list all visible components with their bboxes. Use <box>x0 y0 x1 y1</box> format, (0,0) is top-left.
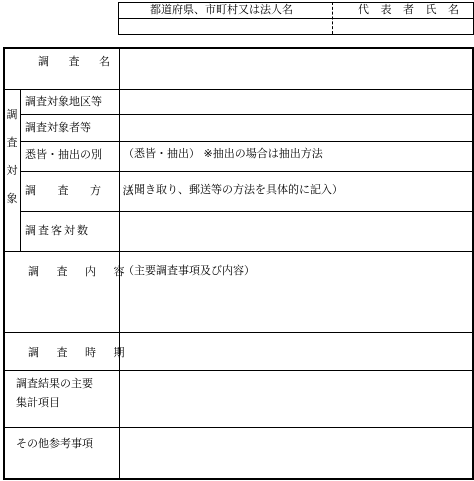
representative-label: 代 表 者 氏 名 <box>358 3 463 16</box>
respondents-label: 調査客対数 <box>25 224 90 237</box>
period-field[interactable] <box>120 333 472 370</box>
target-char-1: 調 <box>6 108 18 121</box>
target-area-label: 調査対象地区等 <box>25 95 102 108</box>
org-name-label: 都道府県、市町村又は法人名 <box>150 3 293 16</box>
content-label: 調 査 内 容 <box>28 265 132 278</box>
content-field[interactable] <box>120 252 472 332</box>
survey-target-group-label <box>5 108 19 220</box>
target-char-3: 対 <box>6 164 18 177</box>
results-label-line1: 調査結果の主要 <box>16 377 93 390</box>
content-note: （主要調査事項及び内容） <box>123 264 255 277</box>
survey-name-field[interactable] <box>120 48 472 89</box>
method-kind-label: 悉皆・抽出の別 <box>25 148 102 161</box>
survey-name-label: 調 査 名 <box>38 55 118 68</box>
other-notes-field[interactable] <box>120 428 472 478</box>
method-kind-field[interactable] <box>120 142 472 171</box>
org-name-field[interactable] <box>119 19 332 34</box>
results-field[interactable] <box>120 371 472 427</box>
respondents-field[interactable] <box>120 212 472 251</box>
method-kind-note: （悉皆・抽出） ※抽出の場合は抽出方法 <box>123 147 323 160</box>
representative-field[interactable] <box>333 19 473 34</box>
target-char-4: 象 <box>6 192 18 205</box>
target-persons-label: 調査対象者等 <box>25 121 91 134</box>
results-label-line2: 集計項目 <box>16 396 60 409</box>
period-label: 調 査 時 期 <box>28 346 132 359</box>
target-area-field[interactable] <box>120 90 472 114</box>
target-char-2: 査 <box>6 136 18 149</box>
survey-method-label: 調 査 方 法 <box>25 184 143 197</box>
other-notes-label: その他参考事項 <box>16 437 93 450</box>
target-persons-field[interactable] <box>120 115 472 141</box>
survey-method-note: （聞き取り、郵送等の方法を具体的に記入） <box>123 183 343 196</box>
survey-method-field[interactable] <box>120 172 472 211</box>
